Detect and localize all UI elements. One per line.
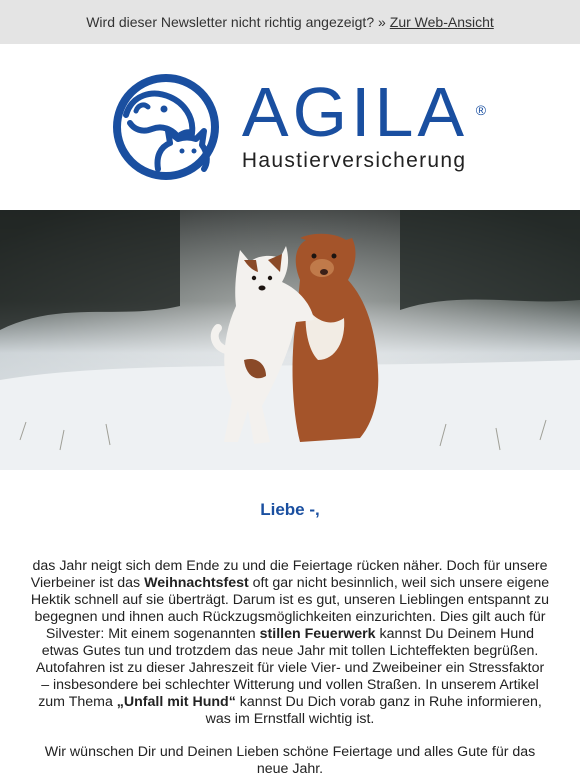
highlight-unfall-mit-hund[interactable]: „Unfall mit Hund“ — [116, 694, 236, 710]
greeting: Liebe -, — [260, 500, 320, 519]
highlight-stilles-feuerwerk[interactable]: stillen Feuerwerk — [259, 626, 376, 642]
hero-image-dogs-in-snow — [0, 210, 580, 470]
agila-logo[interactable] — [112, 73, 487, 181]
registered-mark: ® — [475, 102, 487, 118]
webview-banner — [0, 0, 580, 44]
brand-name — [241, 73, 487, 151]
brand-word: AGILA — [241, 73, 469, 151]
brand-subtitle: Haustierversicherung — [241, 149, 467, 172]
webview-banner-text: Wird dieser Newsletter nicht richtig angezeigt? » — [86, 14, 386, 30]
intro-paragraph: das Jahr neigt sich dem Ende zu und die Feiertage rücken näher. Doch für unsere Vierbeiner ist das Weihnachtsfest oft gar nicht besinnlich, weil sich unsere eigene Hektik schnell auf sie überträgt. Darum ist es gut, unseren Lieblingen entspannt zu begegnen und ihnen auch Rückzugsmöglichkeiten einzurichten. Dies gilt auch für Silvester: Mit einem sogenannten stillen Feuerwerk kannst Du Deinem Hund etwas Gutes tun und trotzdem das neue Jahr mit tollen Lichteffekten begrüßen. Autofahren ist zu dieser Jahreszeit für viele Vier- und Zweibeiner ein Stressfaktor – insbesondere bei schlechter Witterung und vollen Straßen. In unserem Artikel zum Thema „Unfall mit Hund“ kannst Du Dich vorab ganz in Ruhe informieren, was im Ernstfall wichtig ist. — [30, 558, 550, 727]
closing-paragraph: Wir wünschen Dir und Deinen Lieben schöne Feiertage und alles Gute für das neue Jahr. — [44, 744, 536, 777]
dog-cat-emblem-icon — [112, 73, 220, 181]
logo-header — [0, 44, 580, 210]
highlight-weihnachtsfest: Weihnachtsfest — [144, 575, 249, 591]
newsletter-body — [30, 558, 550, 778]
web-view-link[interactable]: Zur Web-Ansicht — [389, 14, 494, 30]
